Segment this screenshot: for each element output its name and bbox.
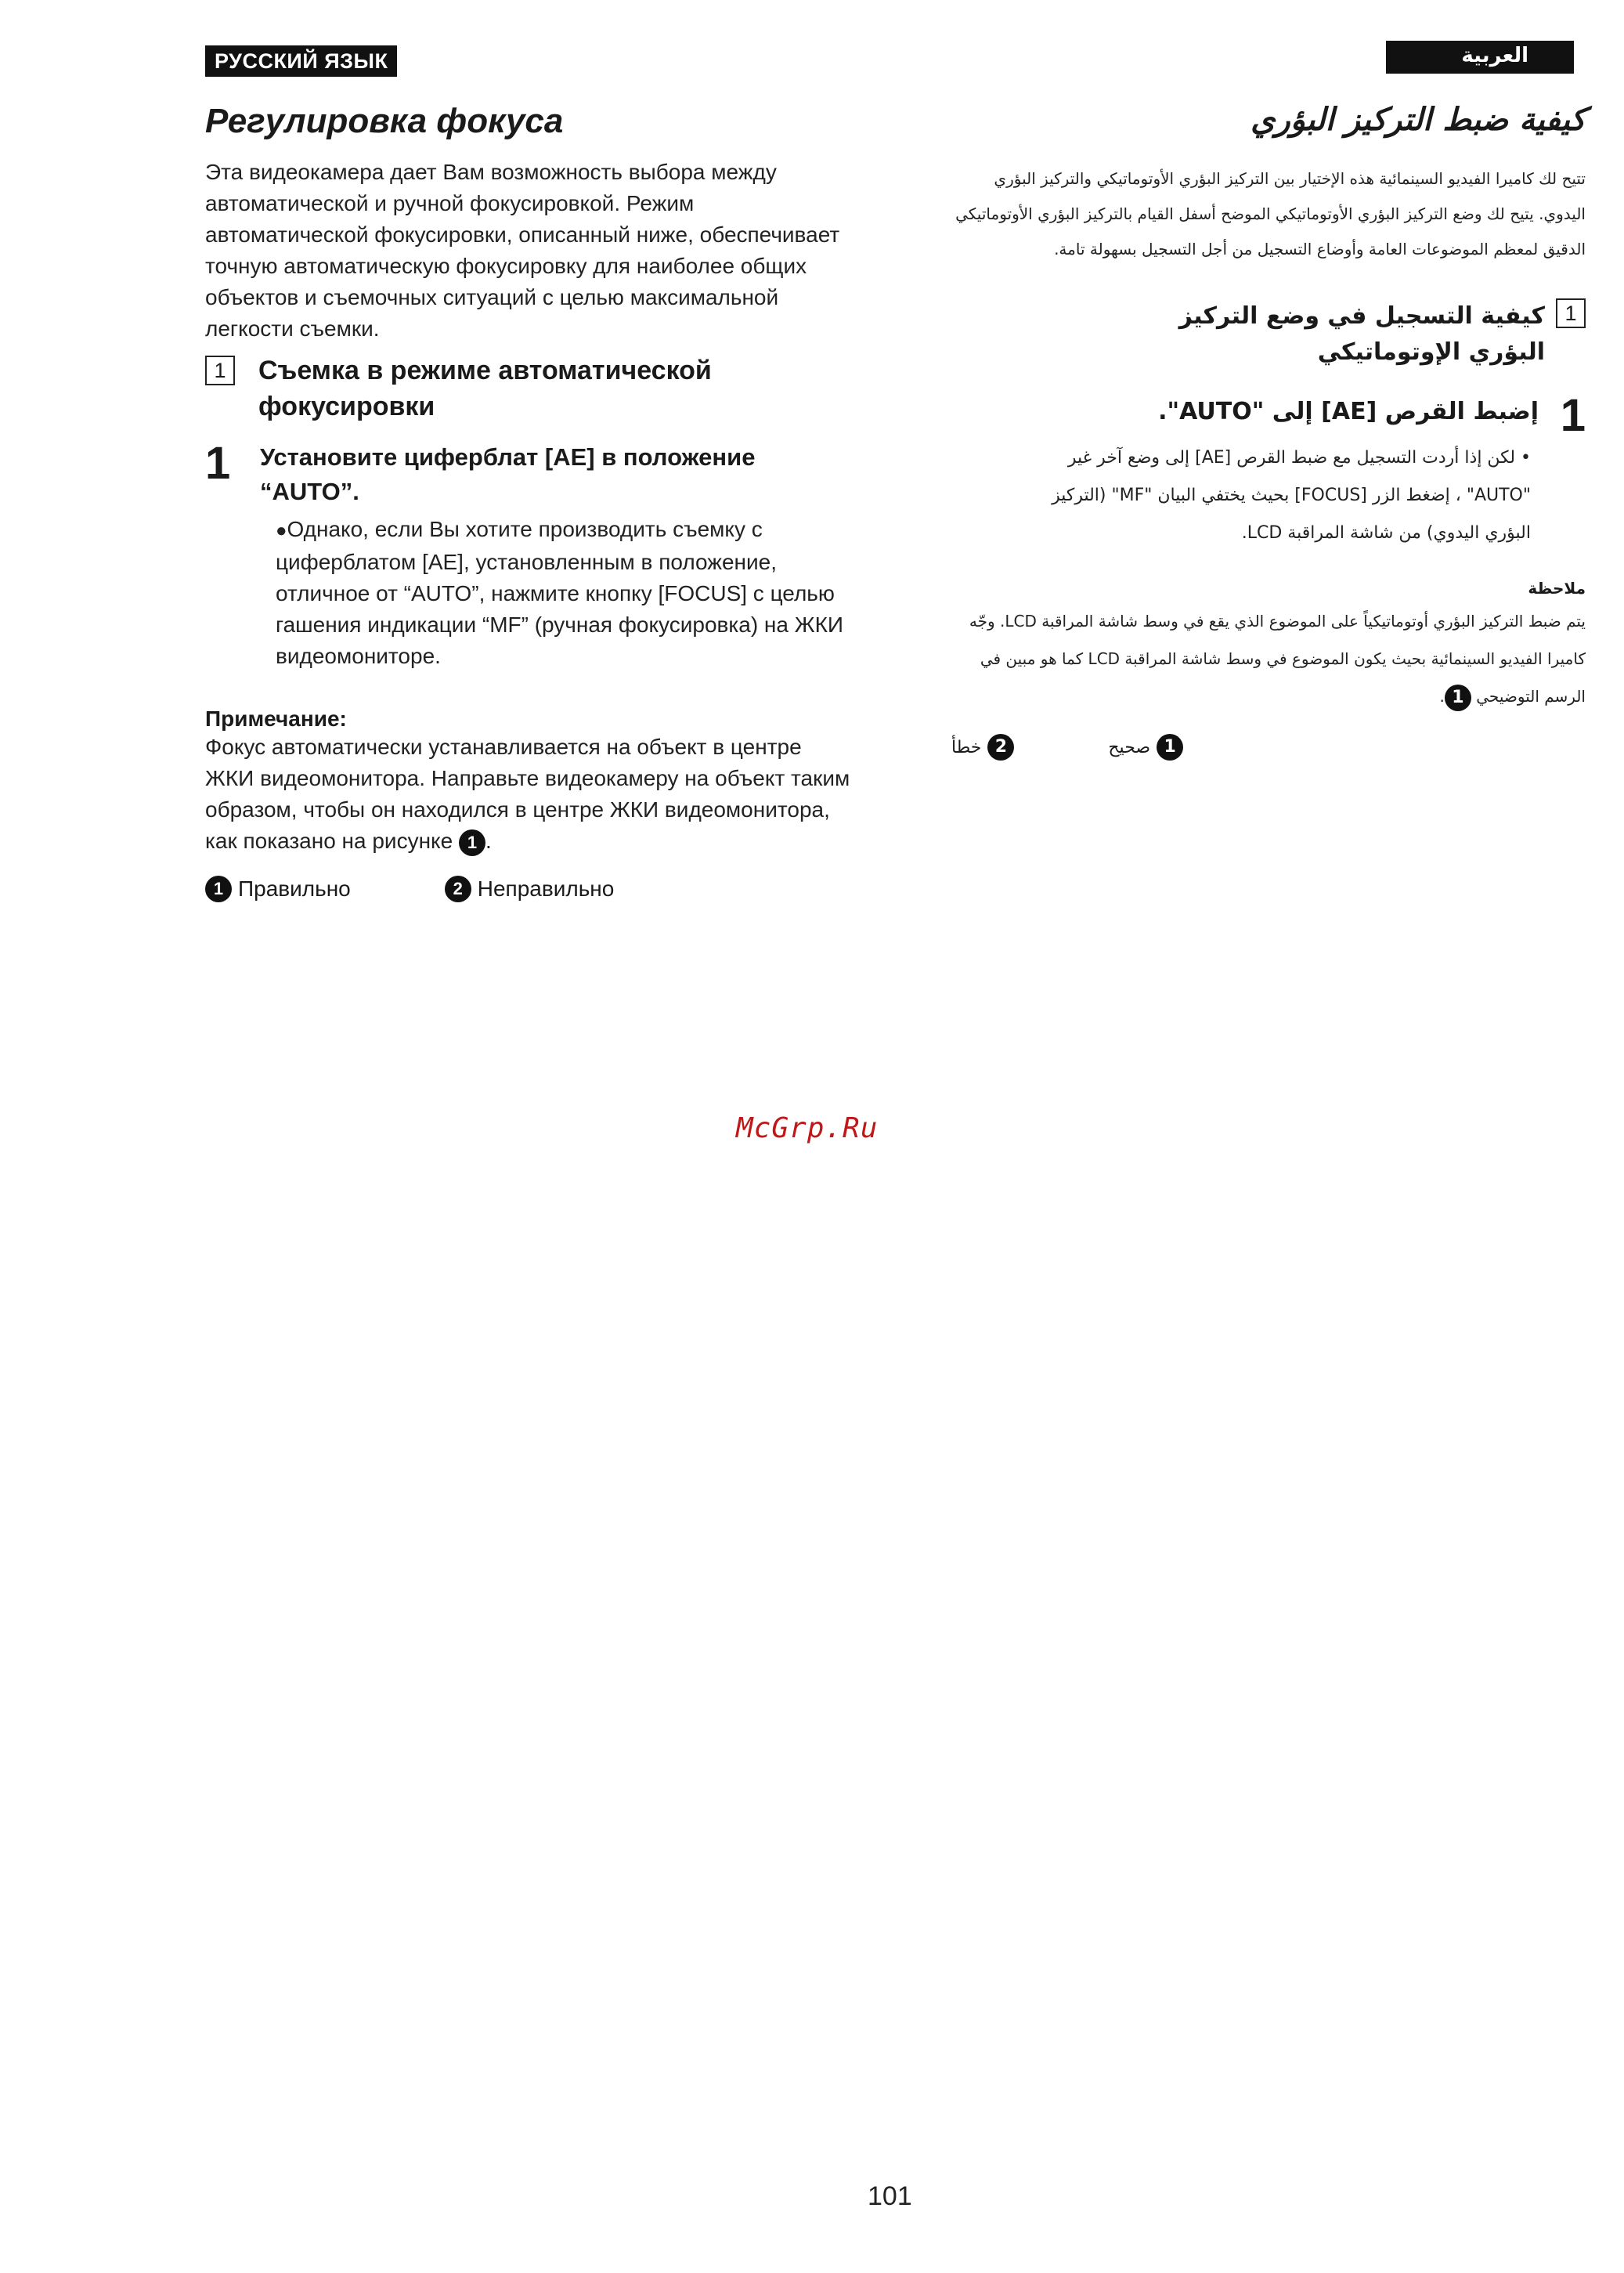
legend-correct (1108, 734, 1183, 761)
note-text: يتم ضبط التركيز البؤري أوتوماتيكياً على الموضوع الذي يقع في وسط شاشة المراقبة LCD. وجّه كاميرا الفيديو السينمائية بحيث يكون الموضوع في وسط شاشة المراقبة LCD كما هو مبين في الرسم التوضيحي (969, 612, 1586, 706)
legend-incorrect-label: Неправильно (477, 876, 615, 901)
legend-russian (205, 876, 855, 902)
step-number: 1 (205, 438, 231, 489)
step-1-russian (205, 440, 855, 672)
section-title-russian: Съемка в режиме автоматической фокусировки (258, 356, 712, 421)
step-title-russian: Установите циферблат [AE] в положение “AUTO”. (260, 443, 756, 505)
circled-number-2-icon: 2 (987, 734, 1014, 761)
step-bullet-russian (260, 514, 855, 672)
circled-number-1-icon: 1 (1157, 734, 1183, 761)
legend-incorrect-label: خطأ (951, 737, 982, 757)
language-tab-arabic: العربية (1386, 41, 1574, 74)
note-text: Фокус автоматически устанавливается на объект в центре ЖКИ видеомонитора. Направьте видеокамеру на объект таким образом, чтобы он находился в центре ЖКИ видеомонитора, как показано на рисунке (205, 735, 850, 853)
circled-number-1-icon: 1 (1445, 685, 1471, 711)
section-heading-russian (205, 352, 855, 425)
section-number-box: 1 (1556, 298, 1586, 328)
language-tab-russian: РУССКИЙ ЯЗЫК (205, 45, 397, 77)
legend-correct-label: صحيح (1108, 737, 1151, 757)
legend-incorrect (445, 876, 615, 902)
legend-correct-label: Правильно (238, 876, 351, 901)
note-end: . (485, 829, 492, 853)
section-number-box: 1 (205, 356, 235, 385)
circled-number-2-icon: 2 (445, 876, 471, 902)
arabic-column (951, 41, 1586, 761)
note-heading-arabic: ملاحظة (1528, 579, 1586, 598)
step-bullet-arabic: • لكن إذا أردت التسجيل مع ضبط القرص [AE] إلى وضع آخر غير "AUTO" ، إضغط الزر [FOCUS] بحيث يختفي البيان "MF" (التركيز البؤري اليدوي) من شاشة المراقبة LCD. (1052, 448, 1531, 543)
step-number: 1 (1560, 390, 1586, 441)
legend-incorrect (951, 734, 1014, 761)
page-title-russian: Регулировка фокуса (205, 102, 564, 140)
note-text-arabic: يتم ضبط التركيز البؤري أوتوماتيكياً على الموضوع الذي يقع في وسط شاشة المراقبة LCD. وجّه كاميرا الفيديو السينمائية بحيث يكون الموضوع في وسط شاشة المراقبة LCD كما هو مبين في الرسم التوضيحي 1. (951, 602, 1586, 715)
circled-number-1-icon: 1 (205, 876, 232, 902)
section-heading-arabic (951, 298, 1586, 370)
note-text-russian (205, 732, 855, 857)
step-title-arabic: إضبط القرص [AE] إلى "AUTO". (1158, 398, 1539, 425)
russian-column (205, 45, 855, 902)
intro-paragraph-arabic: تتيح لك كاميرا الفيديو السينمائية هذه الإختيار بين التركيز البؤري الأوتوماتيكي والتركيز البؤري اليدوي. يتيح لك وضع التركيز البؤري الأوتوماتيكي الموضح أسفل القيام بالتركيز البؤري الأوتوماتيكي الدقيق لمعظم الموضوعات العامة وأوضاع التسجيل من أجل التسجيل بسهولة تامة. (955, 169, 1586, 258)
legend-correct (205, 876, 351, 902)
page-number: 101 (868, 2181, 912, 2211)
note-heading-russian: Примечание: (205, 706, 347, 731)
section-title-arabic: كيفية التسجيل في وضع التركيز البؤري الإوتوماتيكي (1178, 302, 1545, 366)
legend-arabic (951, 734, 1586, 761)
watermark: McGrp.Ru (736, 1112, 879, 1144)
step-1-arabic (951, 392, 1586, 439)
intro-paragraph-russian: Эта видеокамера дает Вам возможность выбора между автоматической и ручной фокусировкой. Режим автоматической фокусировки, описанный ниже, обеспечивает точную автоматическую фокусировку для наиболее общих объектов и съемочных ситуаций с целью максимальной легкости съемки. (205, 160, 840, 341)
bullet-dot-icon: ● (276, 520, 287, 541)
page-title-arabic: كيفية ضبط التركيز البؤري (1250, 102, 1586, 138)
circled-number-1-icon: 1 (459, 829, 485, 856)
step-bullet-text: Однако, если Вы хотите производить съемку с циферблатом [AE], установленным в положение, отличное от “AUTO”, нажмите кнопку [FOCUS] с целью гашения индикации “MF” (ручная фокусировка) на ЖКИ видеомониторе. (276, 517, 844, 668)
